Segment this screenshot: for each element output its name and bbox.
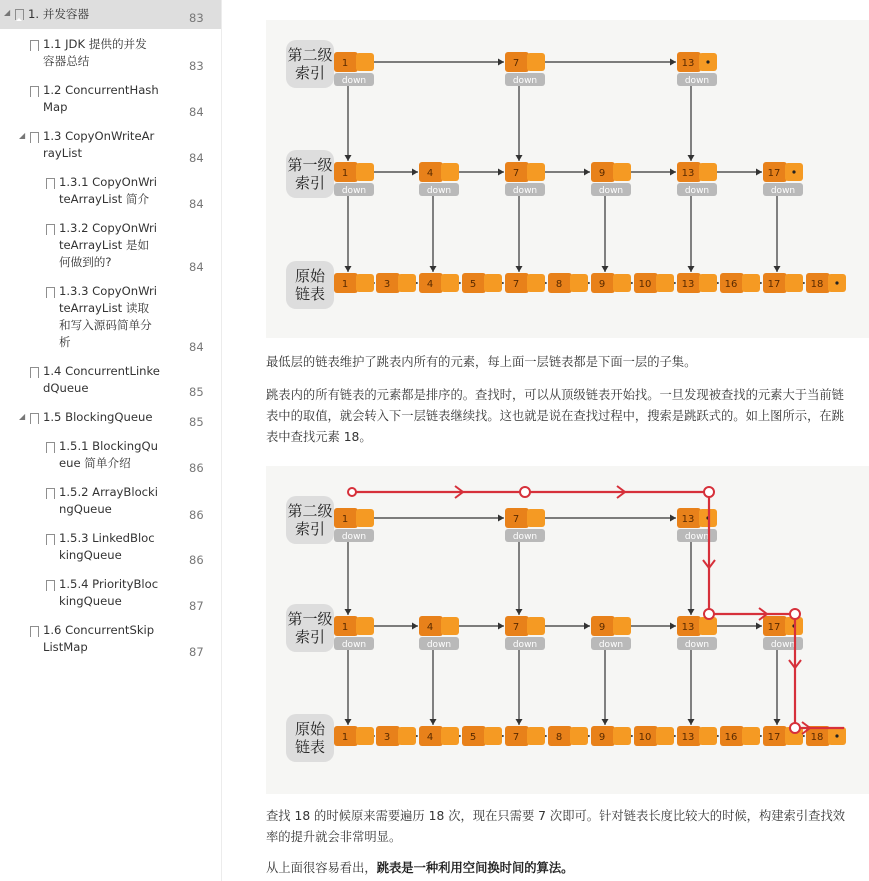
bookmark-icon: [30, 413, 39, 424]
node-value: 13: [681, 168, 695, 179]
node-pointer: [441, 617, 459, 635]
node-value: 1: [341, 514, 349, 525]
toc-page-number: 86: [189, 461, 204, 475]
down-label: down: [341, 186, 367, 196]
toc-sidebar: [0, 0, 222, 881]
arrow-head: [345, 155, 352, 161]
paragraph: 最低层的链表维护了跳表内所有的元素，每上面一层链表都是下面一层的子集。: [266, 355, 697, 369]
toc-item-label: 1.2 ConcurrentHash Map: [43, 83, 159, 114]
node-value: 4: [426, 732, 434, 743]
node-pointer: [527, 274, 545, 292]
skiplist-figure: [266, 20, 869, 338]
toc-page-number: 85: [189, 385, 204, 399]
node-value: 7: [512, 514, 520, 525]
node-pointer: [441, 727, 459, 745]
bookmark-icon: [30, 626, 39, 637]
node-value: 1: [341, 732, 349, 743]
toc-item-label: 1.3.3 CopyOnWri teArrayList 读取 和写入源码简单分 析: [59, 284, 157, 349]
node-value: 5: [469, 732, 477, 743]
toc-page-number: 86: [189, 553, 204, 567]
node-value: 17: [767, 168, 781, 179]
down-label: down: [341, 532, 367, 542]
node-value: 4: [426, 279, 434, 290]
down-label: down: [341, 640, 367, 650]
arrow-head: [688, 719, 695, 725]
node-pointer: [441, 163, 459, 181]
node-value: 7: [512, 279, 520, 290]
node-pointer: [398, 274, 416, 292]
node-value: 8: [555, 732, 563, 743]
node-value: 9: [598, 168, 606, 179]
search-step-marker: [704, 609, 714, 619]
node-value: 4: [426, 622, 434, 633]
level-label: 第一级: [287, 156, 333, 174]
level-label: 第一级: [287, 610, 333, 628]
paragraph: [266, 858, 856, 879]
node-pointer: [742, 274, 760, 292]
arrow-head: [688, 266, 695, 272]
node-pointer: [356, 617, 374, 635]
down-label: down: [684, 532, 710, 542]
toc-item[interactable]: [0, 125, 221, 165]
toc-item[interactable]: [0, 527, 221, 567]
arrow-head: [584, 623, 590, 630]
level-label: 索引: [294, 628, 326, 646]
bold-conclusion: 跳表是一种利用空间换时间的算法。: [376, 861, 574, 875]
arrow-head: [602, 266, 609, 272]
node-pointer: [699, 163, 717, 181]
arrow-head: [412, 623, 418, 630]
node-pointer: [570, 727, 588, 745]
arrow-head: [670, 59, 676, 66]
node-pointer: [527, 727, 545, 745]
search-start-marker: [348, 488, 356, 496]
node-value: 1: [341, 168, 349, 179]
arrow-head: [430, 266, 437, 272]
toc-page-number: 84: [189, 105, 204, 119]
expand-arrow-icon[interactable]: ◢: [4, 8, 11, 17]
expand-arrow-icon[interactable]: ◢: [19, 412, 26, 421]
arrow-head: [516, 155, 523, 161]
node-value: 7: [512, 58, 520, 69]
down-label: down: [598, 186, 624, 196]
toc-page-number: 84: [189, 340, 204, 354]
arrow-head: [688, 609, 695, 615]
toc-page-number: 84: [189, 151, 204, 165]
node-value: 9: [598, 622, 606, 633]
toc-item[interactable]: [0, 33, 221, 73]
node-pointer: [656, 274, 674, 292]
toc-item[interactable]: [0, 435, 221, 475]
node-value: 17: [767, 732, 781, 743]
node-pointer: [613, 617, 631, 635]
node-value: 4: [426, 168, 434, 179]
arrow-head: [516, 719, 523, 725]
node-pointer: [527, 163, 545, 181]
toc-item[interactable]: [0, 406, 221, 429]
skiplist-diagram: [266, 20, 869, 338]
node-value: 1: [341, 622, 349, 633]
level-label: 原始: [294, 267, 326, 285]
skiplist-search-figure: [266, 466, 869, 794]
arrow-head: [688, 155, 695, 161]
toc-item-label: 1.5 BlockingQueue: [43, 410, 153, 424]
down-label: down: [426, 640, 452, 650]
node-pointer: [613, 163, 631, 181]
bookmark-icon: [46, 442, 55, 453]
node-value: 8: [555, 279, 563, 290]
node-value: 3: [383, 279, 391, 290]
arrow-head: [584, 169, 590, 176]
node-pointer: [441, 274, 459, 292]
paragraph: 查找 18 的时候原来需要遍历 18 次，现在只需要 7 次即可。针对链表长度比较大的时候，构建索引查找效率的提升就会非常明显。: [266, 809, 846, 844]
toc-item-label: 1.5.1 BlockingQu eue 简单介绍: [59, 439, 158, 470]
down-label: down: [770, 186, 796, 196]
node-value: 1: [341, 58, 349, 69]
search-step-marker: [790, 609, 800, 619]
node-pointer: [356, 53, 374, 71]
arrow-head: [430, 719, 437, 725]
toc-item-label: 1.3.2 CopyOnWri teArrayList 是如 何做到的?: [59, 221, 157, 269]
bookmark-icon: [30, 367, 39, 378]
arrow-head: [774, 266, 781, 272]
document-content: [221, 0, 869, 881]
toc-item[interactable]: [0, 0, 221, 29]
toc-page-number: 83: [189, 11, 204, 25]
null-dot: [706, 60, 709, 63]
toc-item-label: 1.5.2 ArrayBlocki ngQueue: [59, 485, 158, 516]
search-path: [352, 492, 844, 728]
arrow-head: [498, 169, 504, 176]
toc-item-label: 1.5.3 LinkedBloc kingQueue: [59, 531, 155, 562]
node-value: 10: [638, 732, 652, 743]
toc-page-number: 84: [189, 197, 204, 211]
down-label: down: [770, 640, 796, 650]
arrow-head: [345, 609, 352, 615]
bookmark-icon: [46, 580, 55, 591]
node-value: 13: [681, 279, 695, 290]
toc-item-label: 1.1 JDK 提供的并发 容器总结: [43, 37, 147, 68]
node-value: 7: [512, 168, 520, 179]
paragraph: 跳表内的所有链表的元素都是排序的。查找时，可以从顶级链表开始找。一旦发现被查找的元素大于当前链表中的取值，就会转入下一层链表继续找。这也就是说在查找过程中，搜索是跳跃式的。如上图所示，在跳表中查找元素 18。: [266, 388, 844, 444]
down-label: down: [684, 186, 710, 196]
level-label: 链表: [294, 738, 326, 756]
bookmark-icon: [46, 178, 55, 189]
bookmark-icon: [30, 86, 39, 97]
toc-item[interactable]: [0, 573, 221, 613]
node-pointer: [527, 617, 545, 635]
node-value: 13: [681, 514, 695, 525]
bookmark-icon: [15, 9, 24, 20]
node-value: 17: [767, 622, 781, 633]
level-label: 索引: [294, 64, 326, 82]
down-label: down: [684, 76, 710, 86]
node-pointer: [356, 274, 374, 292]
node-value: 18: [810, 732, 824, 743]
toc-page-number: 85: [189, 415, 204, 429]
expand-arrow-icon[interactable]: ◢: [19, 131, 26, 140]
toc-page-number: 83: [189, 59, 204, 73]
node-pointer: [484, 727, 502, 745]
node-pointer: [484, 274, 502, 292]
arrow-head: [670, 623, 676, 630]
node-value: 17: [767, 279, 781, 290]
down-label: down: [512, 532, 538, 542]
arrow-head: [516, 609, 523, 615]
node-pointer: [356, 163, 374, 181]
toc-page-number: 86: [189, 508, 204, 522]
down-label: down: [426, 186, 452, 196]
down-label: down: [512, 76, 538, 86]
toc-item[interactable]: [0, 217, 221, 274]
null-dot: [835, 281, 838, 284]
paragraph-text: 从上面很容易看出，: [266, 861, 377, 875]
search-step-marker: [790, 723, 800, 733]
node-pointer: [527, 53, 545, 71]
node-pointer: [613, 274, 631, 292]
search-step-marker: [520, 487, 530, 497]
level-label: 第二级: [287, 502, 333, 520]
toc-item[interactable]: [0, 360, 221, 400]
node-pointer: [613, 727, 631, 745]
node-value: 9: [598, 732, 606, 743]
down-label: down: [512, 186, 538, 196]
level-label: 链表: [294, 285, 326, 303]
arrow-head: [670, 515, 676, 522]
node-value: 7: [512, 622, 520, 633]
toc-item-label: 1.4 ConcurrentLinke dQueue: [43, 364, 160, 395]
toc-item[interactable]: [0, 171, 221, 211]
arrow-head: [670, 169, 676, 176]
null-dot: [835, 734, 838, 737]
arrow-head: [498, 59, 504, 66]
node-value: 18: [810, 279, 824, 290]
arrow-head: [345, 266, 352, 272]
arrow-head: [602, 719, 609, 725]
toc-item-label: 1.5.4 PriorityBloc kingQueue: [59, 577, 159, 608]
node-pointer: [656, 727, 674, 745]
node-pointer: [527, 509, 545, 527]
arrow-head: [412, 169, 418, 176]
toc-item[interactable]: [0, 280, 221, 354]
arrow-head: [756, 169, 762, 176]
node-value: 5: [469, 279, 477, 290]
toc-page-number: 87: [189, 645, 204, 659]
null-dot: [792, 170, 795, 173]
node-pointer: [699, 274, 717, 292]
node-pointer: [699, 727, 717, 745]
node-value: 13: [681, 58, 695, 69]
bookmark-icon: [46, 534, 55, 545]
arrow-head: [516, 266, 523, 272]
node-value: 16: [724, 732, 738, 743]
node-pointer: [742, 727, 760, 745]
toc-page-number: 87: [189, 599, 204, 613]
down-label: down: [512, 640, 538, 650]
node-pointer: [785, 274, 803, 292]
bookmark-icon: [30, 132, 39, 143]
node-pointer: [570, 274, 588, 292]
skiplist-search-diagram: [266, 466, 869, 794]
bookmark-icon: [46, 224, 55, 235]
bookmark-icon: [46, 488, 55, 499]
toc-item-label: 1.3.1 CopyOnWri teArrayList 简介: [59, 175, 157, 206]
toc-item-label: 1. 并发容器: [28, 7, 90, 21]
arrow-head: [498, 623, 504, 630]
toc-item[interactable]: [0, 619, 221, 659]
toc-item[interactable]: [0, 79, 221, 119]
node-value: 1: [341, 279, 349, 290]
node-pointer: [356, 727, 374, 745]
down-label: down: [598, 640, 624, 650]
toc-page-number: 84: [189, 260, 204, 274]
node-pointer: [356, 509, 374, 527]
level-label: 第二级: [287, 46, 333, 64]
level-label: 索引: [294, 174, 326, 192]
down-label: down: [341, 76, 367, 86]
node-value: 16: [724, 279, 738, 290]
node-value: 13: [681, 622, 695, 633]
node-value: 7: [512, 732, 520, 743]
arrow-head: [756, 623, 762, 630]
level-label: 原始: [294, 720, 326, 738]
toc-item-label: 1.6 ConcurrentSkip ListMap: [43, 623, 155, 654]
bookmark-icon: [30, 40, 39, 51]
node-value: 13: [681, 732, 695, 743]
arrow-head: [345, 719, 352, 725]
bookmark-icon: [46, 287, 55, 298]
arrow-head: [498, 515, 504, 522]
toc-item-label: 1.3 CopyOnWriteAr rayList: [43, 129, 155, 160]
node-value: 9: [598, 279, 606, 290]
node-pointer: [398, 727, 416, 745]
node-value: 3: [383, 732, 391, 743]
search-step-marker: [704, 487, 714, 497]
arrow-head: [774, 719, 781, 725]
node-value: 10: [638, 279, 652, 290]
level-label: 索引: [294, 520, 326, 538]
down-label: down: [684, 640, 710, 650]
toc-item[interactable]: [0, 481, 221, 521]
